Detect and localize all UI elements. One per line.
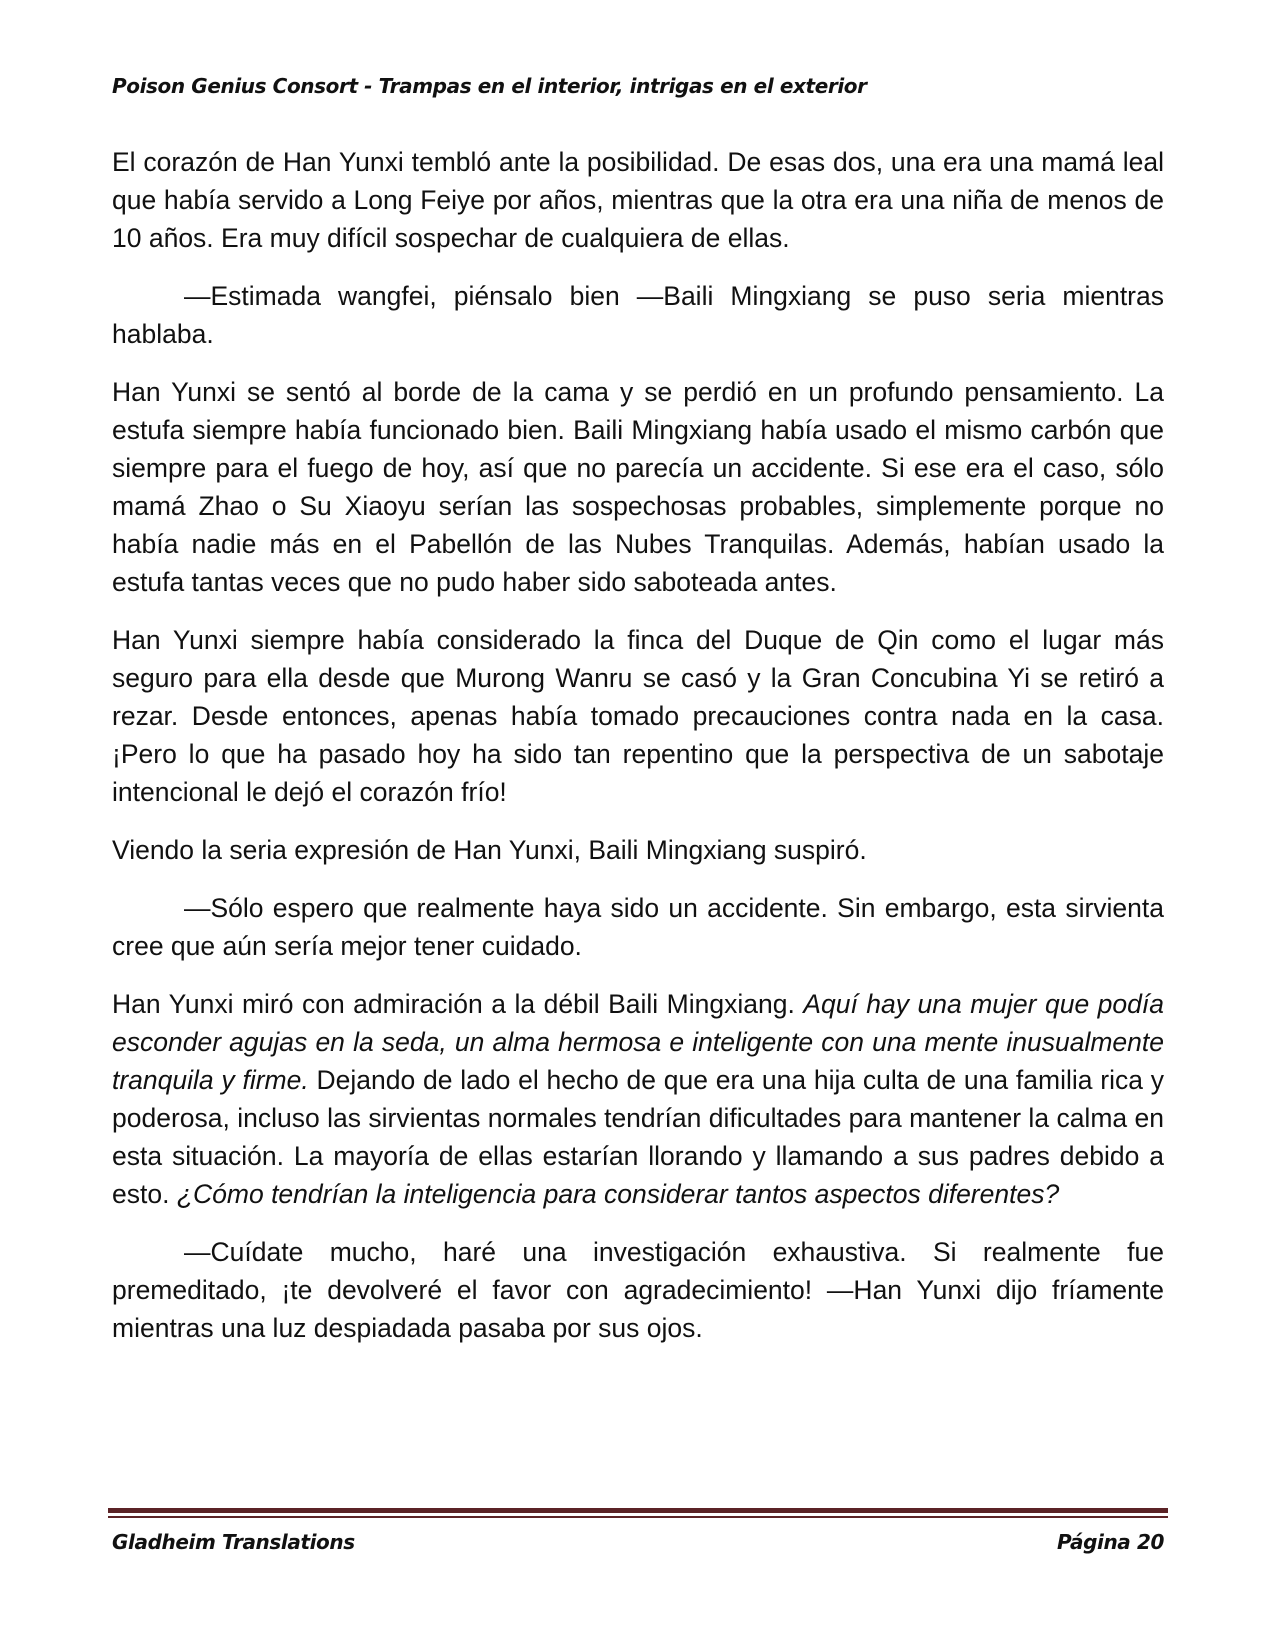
paragraph-7-middle: Dejando de lado el hecho de que era una hija culta de una familia rica y poderosa, incluso las sirvientas normales tendrían dificultades para mantener la calma en esta situación. La mayoría de ellas estarían llorando y llamando a sus padres debido a esto.: [112, 1065, 1164, 1209]
footer-page-number: Página 20: [1057, 1530, 1164, 1554]
paragraph-4: Han Yunxi siempre había considerado la finca del Duque de Qin como el lugar más seguro para ella desde que Murong Wanru se casó y la Gran Concubina Yi se retiró a rezar. Desde entonces, apenas había tomado precauciones contra nada en la casa. ¡Pero lo que ha pasado hoy ha sido tan repentino que la perspectiva de un sabotaje intencional le dejó el corazón frío!: [112, 625, 1164, 807]
paragraph-5: Viendo la seria expresión de Han Yunxi, Baili Mingxiang suspiró.: [112, 835, 867, 865]
paragraph-3: Han Yunxi se sentó al borde de la cama y se perdió en un profundo pensamiento. La estufa siempre había funcionado bien. Baili Mingxiang había usado el mismo carbón que siempre para el fuego de hoy, así que no parecía un accidente. Si ese era el caso, sólo mamá Zhao o Su Xiaoyu serían las sospechosas probables, simplemente porque no había nadie más en el Pabellón de las Nubes Tranquilas. Además, habían usado la estufa tantas veces que no pudo haber sido saboteada antes.: [112, 377, 1164, 597]
footer-rule-thin: [108, 1516, 1168, 1518]
footer-translator: Gladheim Translations: [112, 1530, 355, 1554]
paragraph-8-dialogue: —Cuídate mucho, haré una investigación exhaustiva. Si realmente fue premeditado, ¡te devolveré el favor con agradecimiento! —Han Yunxi dijo fríamente mientras una luz despiadada pasaba por sus ojos.: [112, 1237, 1164, 1343]
paragraph-7: [112, 985, 1164, 1213]
paragraph-6-dialogue: —Sólo espero que realmente haya sido un accidente. Sin embargo, esta sirvienta cree que aún sería mejor tener cuidado.: [112, 893, 1164, 961]
paragraph-1: El corazón de Han Yunxi tembló ante la posibilidad. De esas dos, una era una mamá leal que había servido a Long Feiye por años, mientras que la otra era una niña de menos de 10 años. Era muy difícil sospechar de cualquiera de ellas.: [112, 147, 1164, 253]
paragraph-7-italic-thought-2: ¿Cómo tendrían la inteligencia para considerar tantos aspectos diferentes?: [176, 1179, 1060, 1209]
paragraph-2-dialogue: —Estimada wangfei, piénsalo bien —Baili Mingxiang se puso seria mientras hablaba.: [112, 281, 1164, 349]
footer-rule-thick: [108, 1508, 1168, 1513]
paragraph-7-lead: Han Yunxi miró con admiración a la débil Baili Mingxiang.: [112, 989, 804, 1019]
chapter-body: [112, 143, 1164, 1367]
paragraph-7-italic-thought-1: Aquí hay una mujer que podía esconder agujas en la seda, un alma hermosa e inteligente con una mente inusualmente tranquila y firme.: [112, 989, 1164, 1095]
running-header-title: Poison Genius Consort - Trampas en el interior, intrigas en el exterior: [112, 74, 867, 98]
